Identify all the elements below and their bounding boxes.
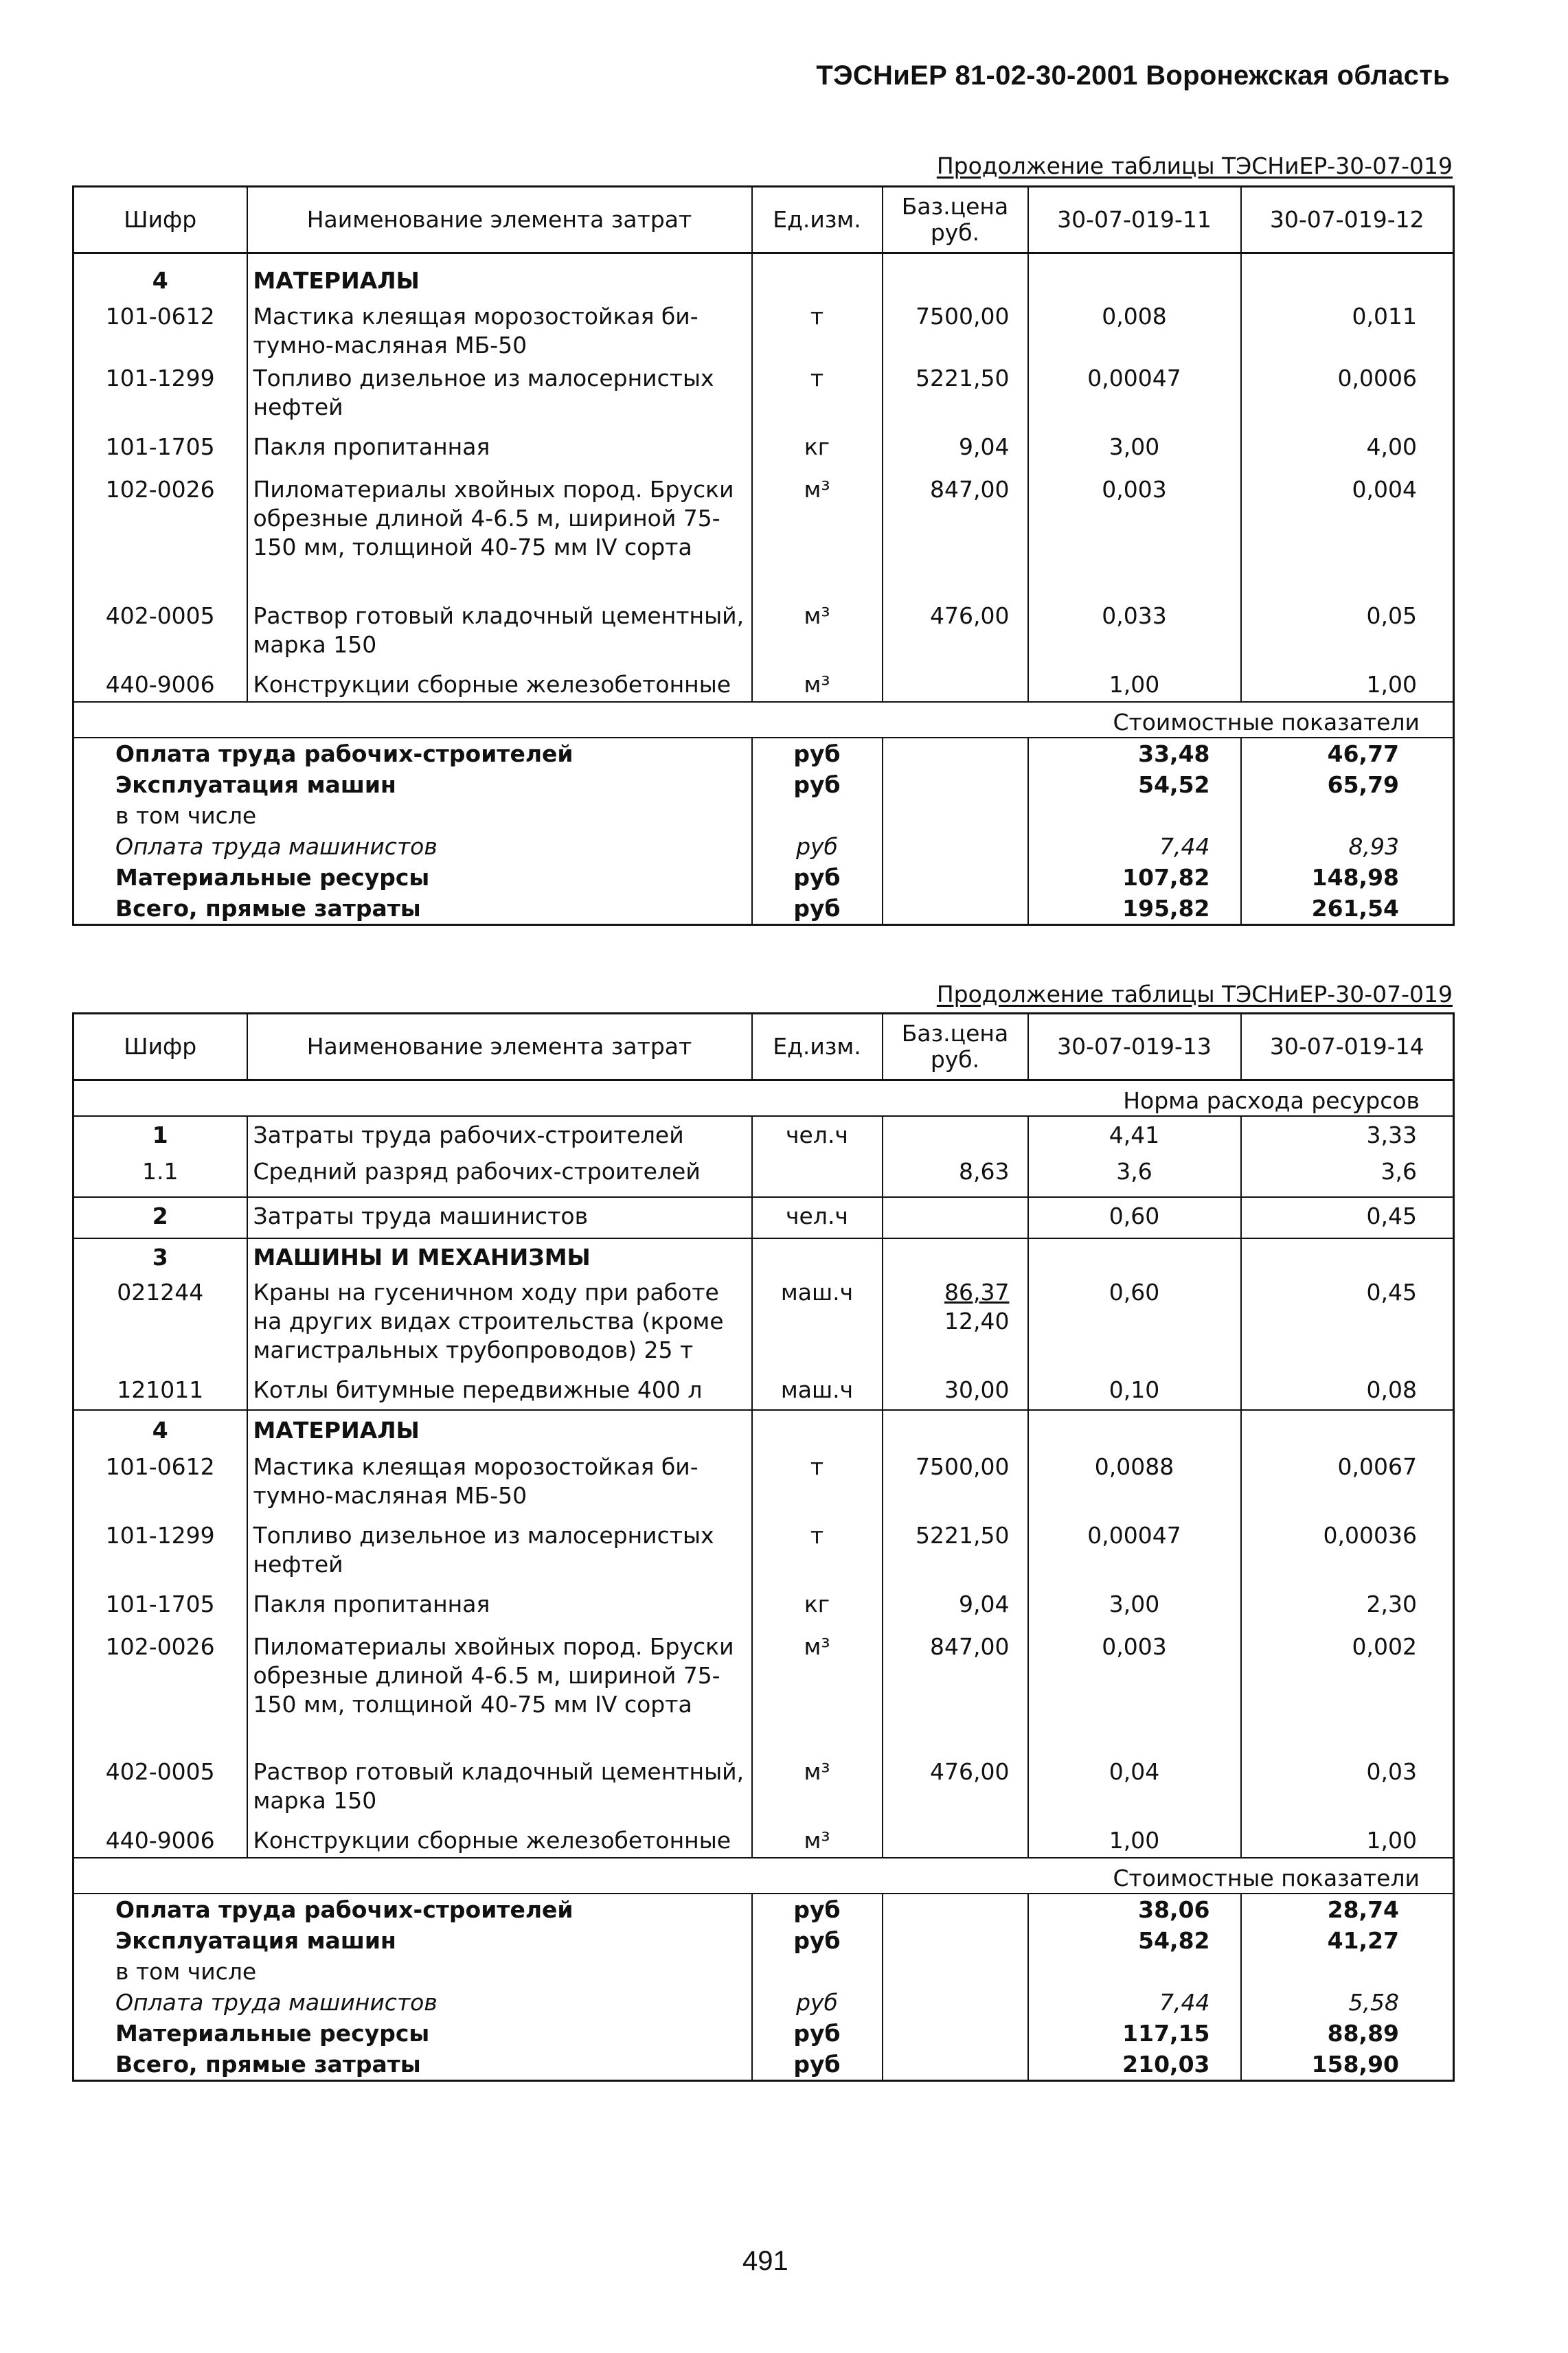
row-code: 021244 [73, 1278, 247, 1376]
cost-unit: руб [752, 1925, 883, 1956]
cost-value-2: 148,98 [1311, 864, 1399, 891]
row-price: 7500,00 [883, 295, 1028, 364]
section-heading-row [73, 702, 1454, 738]
cost-row [73, 893, 1454, 925]
row-unit: маш.ч [752, 1376, 883, 1410]
row-name: Раствор готовый кладочный цементный, марка 150 [247, 1758, 752, 1826]
cost-row [73, 1894, 1454, 1925]
table-row [73, 1453, 1454, 1521]
row-price: 476,00 [883, 1758, 1028, 1826]
col-header-norm-2: 30-07-019-12 [1241, 187, 1454, 253]
row-price: 476,00 [883, 602, 1028, 670]
col-header-name: Наименование элемента затрат [247, 1014, 752, 1080]
row-code: 121011 [73, 1376, 247, 1410]
row-price: 5221,50 [883, 1521, 1028, 1590]
col-header-norm-2: 30-07-019-14 [1241, 1014, 1454, 1080]
cost-value-2: 261,54 [1311, 895, 1399, 922]
row-value-2: 0,08 [1366, 1376, 1417, 1403]
row-value-2: 3,33 [1366, 1122, 1417, 1148]
table-header-row [73, 187, 1454, 253]
row-price: 9,04 [883, 1590, 1028, 1633]
cost-value-1: 38,06 [1028, 1894, 1241, 1925]
cost-value-1: 7,44 [1028, 1987, 1241, 2018]
norm-section-title: Норма расхода ресурсов [73, 1080, 1454, 1117]
row-name: Топливо дизельное из малосернистых нефтей [247, 364, 752, 433]
section-row [73, 1410, 1454, 1453]
row-price [883, 1197, 1028, 1238]
row-value-2: 0,0067 [1337, 1453, 1417, 1480]
col-header-norm-1: 30-07-019-13 [1028, 1014, 1241, 1080]
row-value-1: 0,00047 [1028, 1521, 1241, 1590]
cost-row [73, 1987, 1454, 2018]
row-value-1: 0,04 [1028, 1758, 1241, 1826]
cost-value-1: 54,52 [1028, 769, 1241, 800]
cost-label: Эксплуатация машин [115, 771, 396, 798]
cost-label: Эксплуатация машин [115, 1927, 396, 1954]
row-name: Краны на гусеничном ходу при работе на других видах строительства (кроме магистральных трубопроводов) 25 т [247, 1278, 752, 1376]
cost-row [73, 831, 1454, 862]
row-code: 101-0612 [73, 295, 247, 364]
cost-label: Оплата труда рабочих-строителей [115, 1896, 573, 1923]
cost-value-2: 46,77 [1327, 740, 1399, 767]
row-price [883, 1116, 1028, 1157]
resource-table-2 [72, 1012, 1455, 2082]
row-price: 5221,50 [883, 364, 1028, 433]
cost-label: в том числе [115, 1958, 257, 1985]
row-price [883, 670, 1028, 702]
row-value-2: 0,45 [1366, 1279, 1417, 1306]
row-code: 2 [73, 1197, 247, 1238]
col-header-unit: Ед.изм. [752, 187, 883, 253]
row-unit: м³ [752, 1826, 883, 1858]
col-header-name: Наименование элемента затрат [247, 187, 752, 253]
cost-unit: руб [752, 738, 883, 769]
cost-row [73, 800, 1454, 831]
table-row [73, 1826, 1454, 1858]
cost-label: Всего, прямые затраты [115, 2051, 421, 2078]
cost-value-2: 5,58 [1348, 1989, 1399, 2016]
row-name: Пиломатериалы хвойных пород. Бруски обрезные длиной 4-6.5 м, шириной 75-150 мм, толщиной 40-75 мм IV сорта [247, 475, 752, 602]
row-price: 7500,00 [883, 1453, 1028, 1521]
row-price-main: 86,37 [944, 1279, 1010, 1306]
cost-unit: руб [752, 1987, 883, 2018]
row-code: 101-1299 [73, 364, 247, 433]
row-value-1: 3,6 [1028, 1157, 1241, 1197]
table-row [73, 1197, 1454, 1238]
cost-label: Оплата труда машинистов [115, 1989, 438, 2016]
col-header-norm-1: 30-07-019-11 [1028, 187, 1241, 253]
table-row [73, 475, 1454, 602]
cost-unit: руб [752, 893, 883, 925]
row-code: 102-0026 [73, 475, 247, 602]
row-name: Затраты труда машинистов [247, 1197, 752, 1238]
cost-label: Всего, прямые затраты [115, 895, 421, 922]
row-price: 847,00 [883, 475, 1028, 602]
cost-row [73, 862, 1454, 893]
row-price [883, 1278, 1028, 1376]
row-value-2: 0,45 [1241, 1197, 1454, 1238]
table-row [73, 670, 1454, 702]
row-price: 8,63 [883, 1157, 1028, 1197]
table-row [73, 1521, 1454, 1590]
row-price: 847,00 [883, 1633, 1028, 1758]
table-row [73, 433, 1454, 475]
section-code: 3 [73, 1238, 247, 1278]
row-name: Средний разряд рабочих-строителей [247, 1157, 752, 1197]
row-code: 1 [73, 1116, 247, 1157]
table-row [73, 1157, 1454, 1197]
cost-value-1: 33,48 [1028, 738, 1241, 769]
row-name: Котлы битумные передвижные 400 л [247, 1376, 752, 1410]
row-code: 1.1 [73, 1157, 247, 1197]
cost-row [73, 2049, 1454, 2081]
row-unit [752, 1157, 883, 1197]
cost-value-1: 210,03 [1028, 2049, 1241, 2081]
row-value-2: 0,002 [1352, 1633, 1417, 1660]
cost-row [73, 1956, 1454, 1987]
cost-value-1: 107,82 [1028, 862, 1241, 893]
row-value-1: 0,033 [1028, 602, 1241, 670]
table-row [73, 602, 1454, 670]
row-code: 440-9006 [73, 1826, 247, 1858]
row-value-1: 0,0088 [1028, 1453, 1241, 1521]
cost-section-title: Стоимостные показатели [73, 1858, 1454, 1894]
cost-label: Материальные ресурсы [115, 864, 430, 891]
row-name: Затраты труда рабочих-строителей [247, 1116, 752, 1157]
row-value-1: 1,00 [1028, 1826, 1241, 1858]
document-header: ТЭСНиЕР 81-02-30-2001 Воронежская область [816, 60, 1450, 91]
resource-table-1 [72, 185, 1455, 926]
table-row [73, 1376, 1454, 1410]
row-name: Мастика клеящая морозостойкая би- тумно-масляная МБ-50 [247, 1453, 752, 1521]
cost-value-2: 41,27 [1327, 1927, 1399, 1954]
row-unit: м³ [752, 475, 883, 602]
cost-section-title: Стоимостные показатели [73, 702, 1454, 738]
cost-value-1: 7,44 [1028, 831, 1241, 862]
row-unit: чел.ч [752, 1197, 883, 1238]
row-unit: т [752, 364, 883, 433]
row-value-1: 0,60 [1028, 1278, 1241, 1376]
row-value-2: 4,00 [1366, 433, 1417, 460]
table-row [73, 364, 1454, 433]
row-name: Конструкции сборные железобетонные [247, 670, 752, 702]
row-value-1: 0,003 [1028, 475, 1241, 602]
cost-row [73, 1925, 1454, 1956]
row-name: Мастика клеящая морозостойкая би- тумно-масляная МБ-50 [247, 295, 752, 364]
row-unit: чел.ч [752, 1116, 883, 1157]
cost-unit: руб [752, 1894, 883, 1925]
cost-unit: руб [752, 862, 883, 893]
row-name: Пиломатериалы хвойных пород. Бруски обрезные длиной 4-6.5 м, шириной 75-150 мм, толщиной 40-75 мм IV сорта [247, 1633, 752, 1758]
row-price: 30,00 [883, 1376, 1028, 1410]
row-unit: кг [752, 433, 883, 475]
cost-row [73, 2018, 1454, 2049]
cost-value-2: 28,74 [1327, 1896, 1399, 1923]
cost-value-2: 8,93 [1348, 833, 1399, 860]
row-value-1: 3,00 [1028, 1590, 1241, 1633]
row-code: 402-0005 [73, 1758, 247, 1826]
row-value-1: 3,00 [1028, 433, 1241, 475]
row-price-secondary: 12,40 [944, 1308, 1010, 1334]
cost-label: Оплата труда рабочих-строителей [115, 740, 573, 767]
cost-unit: руб [752, 831, 883, 862]
row-price [883, 1826, 1028, 1858]
cost-unit: руб [752, 2018, 883, 2049]
row-unit: маш.ч [752, 1278, 883, 1376]
row-value-1: 0,00047 [1028, 364, 1241, 433]
section-code: 4 [73, 253, 247, 296]
cost-value-1: 54,82 [1028, 1925, 1241, 1956]
table-row [73, 1116, 1454, 1157]
row-value-1: 0,60 [1028, 1197, 1241, 1238]
row-unit: т [752, 295, 883, 364]
col-header-code: Шифр [73, 1014, 247, 1080]
cost-value-2: 65,79 [1327, 771, 1399, 798]
section-heading-row [73, 1858, 1454, 1894]
row-value-2: 2,30 [1366, 1591, 1417, 1617]
row-name: Конструкции сборные железобетонные [247, 1826, 752, 1858]
row-name: Раствор готовый кладочный цементный, марка 150 [247, 602, 752, 670]
row-value-2: 1,00 [1366, 1827, 1417, 1854]
cost-unit: руб [752, 2049, 883, 2081]
table-row [73, 1590, 1454, 1633]
row-value-2: 0,011 [1352, 303, 1417, 330]
row-unit: т [752, 1521, 883, 1590]
row-unit: м³ [752, 602, 883, 670]
cost-label: в том числе [115, 802, 257, 829]
row-value-1: 0,10 [1028, 1376, 1241, 1410]
table-caption: Продолжение таблицы ТЭСНиЕР-30-07-019 [936, 152, 1453, 179]
row-value-2: 3,6 [1380, 1158, 1417, 1185]
table-row [73, 1758, 1454, 1826]
section-title: МАТЕРИАЛЫ [247, 253, 752, 296]
row-code: 101-1299 [73, 1521, 247, 1590]
page-number: 491 [742, 2246, 788, 2276]
row-value-2: 0,03 [1366, 1758, 1417, 1785]
row-name: Пакля пропитанная [247, 433, 752, 475]
section-row [73, 1238, 1454, 1278]
row-value-1: 1,00 [1028, 670, 1241, 702]
table-header-row [73, 1014, 1454, 1080]
row-code: 101-1705 [73, 1590, 247, 1633]
row-unit: м³ [752, 1758, 883, 1826]
row-name: Топливо дизельное из малосернистых нефтей [247, 1521, 752, 1590]
cost-unit: руб [752, 769, 883, 800]
section-title: МАТЕРИАЛЫ [247, 1410, 752, 1453]
row-code: 102-0026 [73, 1633, 247, 1758]
col-header-code: Шифр [73, 187, 247, 253]
table-row [73, 1278, 1454, 1376]
row-unit: м³ [752, 1633, 883, 1758]
row-value-2: 0,004 [1352, 476, 1417, 503]
row-value-2: 0,00036 [1323, 1522, 1417, 1549]
section-row [73, 253, 1454, 296]
row-value-1: 0,003 [1028, 1633, 1241, 1758]
table-row [73, 295, 1454, 364]
table-caption: Продолжение таблицы ТЭСНиЕР-30-07-019 [936, 981, 1453, 1008]
cost-value-2: 88,89 [1327, 2020, 1399, 2047]
row-value-1: 0,008 [1028, 295, 1241, 364]
row-unit: т [752, 1453, 883, 1521]
row-value-2: 1,00 [1366, 671, 1417, 698]
col-header-price: Баз.цена руб. [883, 1014, 1028, 1080]
section-code: 4 [73, 1410, 247, 1453]
row-unit: кг [752, 1590, 883, 1633]
row-code: 101-1705 [73, 433, 247, 475]
table-row [73, 1633, 1454, 1758]
row-value-2: 0,0006 [1337, 365, 1417, 391]
row-name: Пакля пропитанная [247, 1590, 752, 1633]
cost-value-2: 158,90 [1311, 2051, 1399, 2078]
row-price: 9,04 [883, 433, 1028, 475]
cost-value-1: 195,82 [1028, 893, 1241, 925]
row-code: 101-0612 [73, 1453, 247, 1521]
row-unit: м³ [752, 670, 883, 702]
section-heading-row [73, 1080, 1454, 1117]
row-code: 402-0005 [73, 602, 247, 670]
col-header-price: Баз.цена руб. [883, 187, 1028, 253]
cost-row [73, 769, 1454, 800]
section-title: МАШИНЫ И МЕХАНИЗМЫ [247, 1238, 752, 1278]
cost-row [73, 738, 1454, 769]
col-header-unit: Ед.изм. [752, 1014, 883, 1080]
row-value-2: 0,05 [1366, 602, 1417, 629]
cost-label: Материальные ресурсы [115, 2020, 430, 2047]
cost-value-1: 117,15 [1028, 2018, 1241, 2049]
row-value-1: 4,41 [1028, 1116, 1241, 1157]
row-code: 440-9006 [73, 670, 247, 702]
cost-label: Оплата труда машинистов [115, 833, 438, 860]
